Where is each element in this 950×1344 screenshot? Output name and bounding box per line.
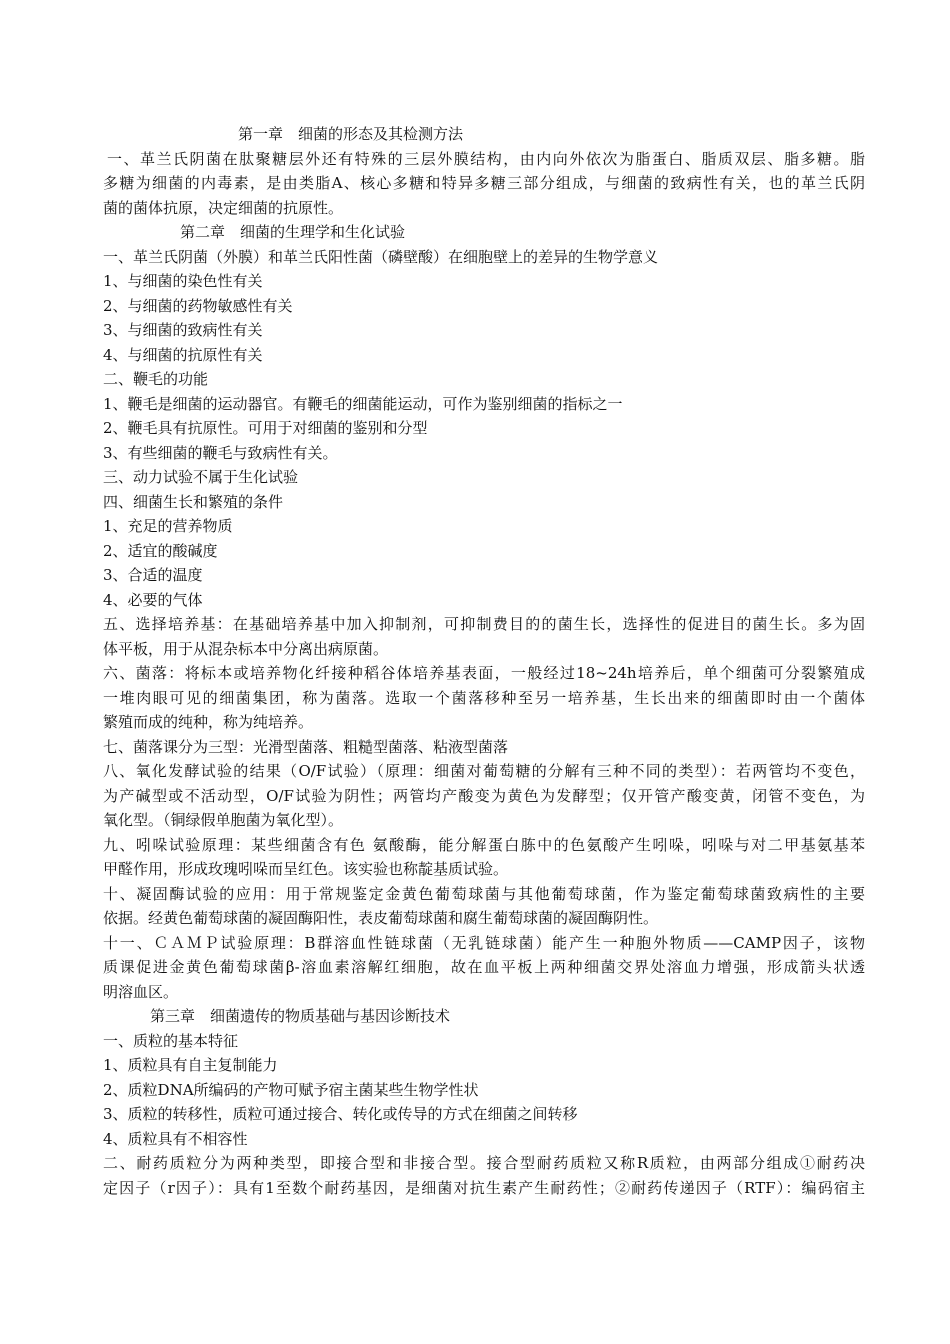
list-item: 4、与细菌的抗原性有关 [103,345,263,364]
section-heading: 四、细菌生长和繁殖的条件 [103,492,284,511]
list-item: 3、与细菌的致病性有关 [103,321,263,339]
paragraph-line: 甲醛作用，形成玫瑰吲哚而呈红色。该实验也称靛基质试验。 [103,860,509,878]
list-item: 2、与细菌的药物敏感性有关 [103,296,293,315]
chapter-2-heading: 第二章 细菌的生理学和生化试验 [180,223,406,241]
section-heading: 一、革兰氏阴菌（外膜）和革兰氏阳性菌（磷壁酸）在细胞壁上的差异的生物学意义 [103,247,659,266]
list-item: 2、鞭毛具有抗原性。可用于对细菌的鉴别和分型 [103,419,428,437]
paragraph-line: 依据。经黄色葡萄球菌的凝固酶阳性，表皮葡萄球菌和腐生葡萄球菌的凝固酶阴性。 [103,909,659,927]
list-item: 2、质粒DNA所编码的产物可赋予宿主菌某些生物学性状 [103,1080,479,1099]
paragraph-line: 六、菌落：将标本或培养物化纤接种稻谷体培养基表面，一般经过18~24h培养后，单个细菌可分裂繁殖成 [103,664,865,682]
section-heading: 一、质粒的基本特征 [103,1031,239,1050]
paragraph-line: 菌的菌体抗原，决定细菌的抗原性。 [103,198,344,217]
chapter-1-heading: 第一章 细菌的形态及其检测方法 [238,125,464,143]
paragraph-line: 七、菌落课分为三型：光滑型菌落、粗糙型菌落、粘液型菌落 [103,737,509,756]
paragraph-line: 八、氧化发酵试验的结果（O/F试验）（原理：细菌对葡萄糖的分解有三种不同的类型）：若两管均不变色， [103,762,865,780]
paragraph-line: 多糖为细菌的内毒素，是由类脂A、核心多糖和特异多糖三部分组成，与细菌的致病性有关，也的革兰氏阴 [103,174,865,192]
paragraph-line: 明溶血区。 [103,982,179,1001]
paragraph-line: 繁殖而成的纯种，称为纯培养。 [103,713,314,731]
list-item: 2、适宜的酸碱度 [103,541,218,560]
list-item: 1、鞭毛是细菌的运动器官。有鞭毛的细菌能运动，可作为鉴别细菌的指标之一 [103,394,623,413]
list-item: 1、充足的营养物质 [103,517,233,535]
paragraph-line: 氧化型。（铜绿假单胞菌为氧化型）。 [103,811,344,829]
list-item: 4、必要的气体 [103,590,203,609]
list-item: 4、质粒具有不相容性 [103,1129,248,1148]
paragraph-line: 一、革兰氏阴菌在肽聚糖层外还有特殊的三层外膜结构，由内向外依次为脂蛋白、脂质双层、脂多糖。脂 [107,149,865,168]
paragraph-line: 一堆肉眼可见的细菌集团，称为菌落。选取一个菌落移种至另一培养基，生长出来的细菌即时由一个菌体 [103,688,865,707]
section-heading: 二、鞭毛的功能 [103,370,209,388]
paragraph-line: 为产碱型或不活动型，O/F试验为阴性；两管均产酸变为黄色为发酵型；仅开管产酸变黄，闭管不变色，为 [103,786,865,805]
list-item: 3、质粒的转移性，质粒可通过接合、转化或传导的方式在细菌之间转移 [103,1105,578,1123]
paragraph-line: 二、耐药质粒分为两种类型，即接合型和非接合型。接合型耐药质粒又称R质粒，由两部分组成①耐药决 [103,1154,865,1172]
list-item: 3、合适的温度 [103,566,203,584]
section-heading: 三、动力试验不属于生化试验 [103,468,299,486]
paragraph-line: 九、吲哚试验原理：某些细菌含有色 氨酸酶，能分解蛋白胨中的色氨酸产生吲哚，吲哚与对二甲基氨基苯 [103,835,865,854]
paragraph-line: 定因子（r因子）：具有1至数个耐药基因，是细菌对抗生素产生耐药性；②耐药传递因子（RTF）：编码宿主 [103,1178,865,1197]
list-item: 3、有些细菌的鞭毛与致病性有关。 [103,443,338,462]
paragraph-line: 体平板，用于从混杂标本中分离出病原菌。 [103,639,389,658]
chapter-3-heading: 第三章 细菌遗传的物质基础与基因诊断技术 [150,1007,451,1025]
paragraph-line: 质课促进金黄色葡萄球菌β-溶血素溶解红细胞，故在血平板上两种细菌交界处溶血力增强，形成箭头状透 [103,958,865,976]
document-body [103,122,865,1200]
paragraph-line: 十一、ＣＡＭＰ试验原理：B群溶血性链球菌（无乳链球菌）能产生一种胞外物质——CAMP因子，该物 [103,933,865,952]
paragraph-line: 五、选择培养基：在基础培养基中加入抑制剂，可抑制费目的的菌生长，选择性的促进目的菌生长。多为固 [103,615,865,633]
list-item: 1、与细菌的染色性有关 [103,272,263,290]
paragraph-line: 十、凝固酶试验的应用：用于常规鉴定金黄色葡萄球菌与其他葡萄球菌，作为鉴定葡萄球菌致病性的主要 [103,884,865,903]
list-item: 1、质粒具有自主复制能力 [103,1056,278,1074]
